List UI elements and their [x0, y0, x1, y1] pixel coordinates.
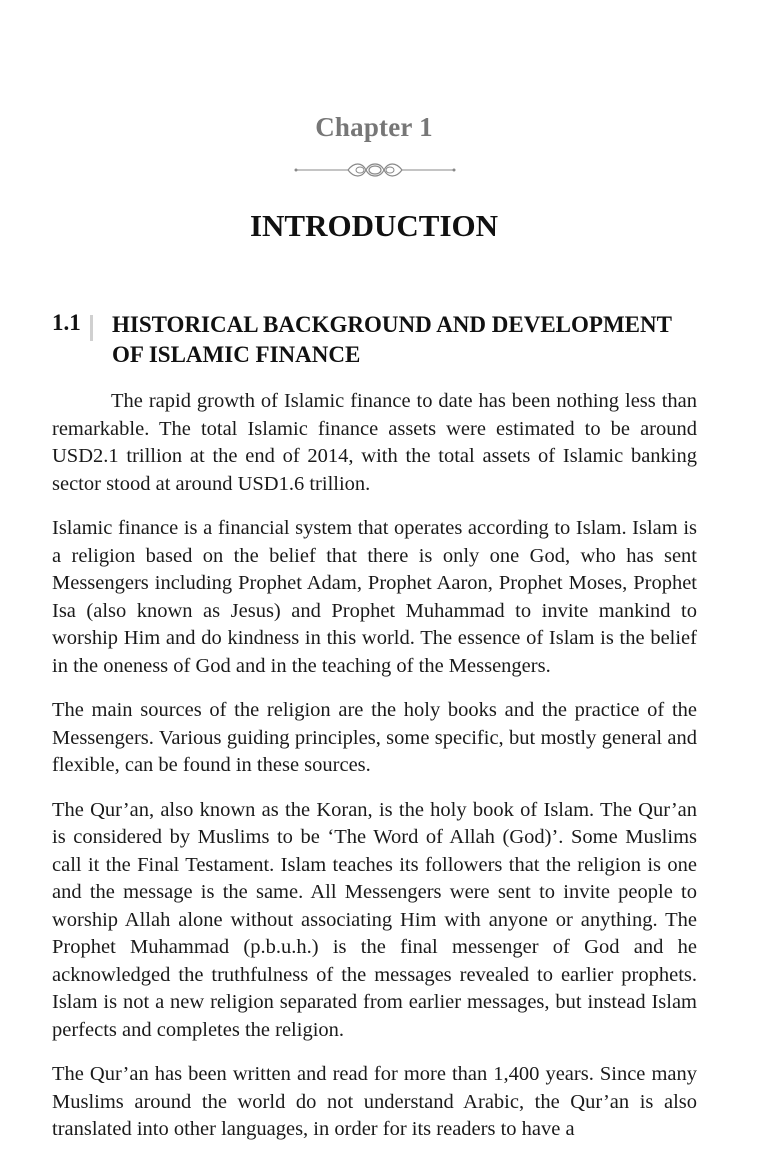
- paragraph: The Qur’an, also known as the Koran, is the holy book of Islam. The Qur’an is considered by Muslims to be ‘The Word of Allah (God)’. Some Muslims call it the Final Testament. Islam teaches its followers that the religion is one and the message is the same. All Messengers were sent to invite people to worship Allah alone without associating Him with anyone or anything. The Prophet Muhammad (p.b.u.h.) is the final messenger of God and he acknowledged the truthfulness of the messages revealed to earlier prophets. Islam is not a new religion separated from earlier messages, but instead Islam perfects and completes the religion.: [52, 798, 697, 1041]
- chapter-title: INTRODUCTION: [249, 208, 499, 243]
- body-text: [52, 388, 697, 1161]
- paragraph: The rapid growth of Islamic finance to date has been nothing less than remarkable. The total Islamic finance assets were estimated to be around USD2.1 trillion at the end of 2014, with the total assets of Islamic banking sector stood at around USD1.6 trillion.: [52, 390, 697, 495]
- section-divider-bar: [90, 315, 93, 341]
- section-number: 1.1: [52, 310, 81, 335]
- flourish-divider-icon: [294, 158, 456, 182]
- paragraph: The Qur’an has been written and read for more than 1,400 years. Since many Muslims around the world do not understand Arabic, the Qur’an is also translated into other languages, in order for its readers to have a: [52, 1063, 697, 1140]
- chapter-label: Chapter 1: [315, 112, 433, 142]
- section-title: HISTORICAL BACKGROUND AND DEVELOPMENT OF ISLAMIC FINANCE: [112, 312, 672, 367]
- paragraph: The main sources of the religion are the holy books and the practice of the Messengers. Various guiding principles, some specific, but mostly general and flexible, can be found in these sources.: [52, 699, 697, 776]
- paragraph: Islamic finance is a financial system that operates according to Islam. Islam is a religion based on the belief that there is only one God, who has sent Messengers including Prophet Adam, Prophet Aaron, Prophet Moses, Prophet Isa (also known as Jesus) and Prophet Muhammad to invite mankind to worship Him and do kindness in this world. The essence of Islam is the belief in the oneness of God and in the teaching of the Messengers.: [52, 517, 697, 677]
